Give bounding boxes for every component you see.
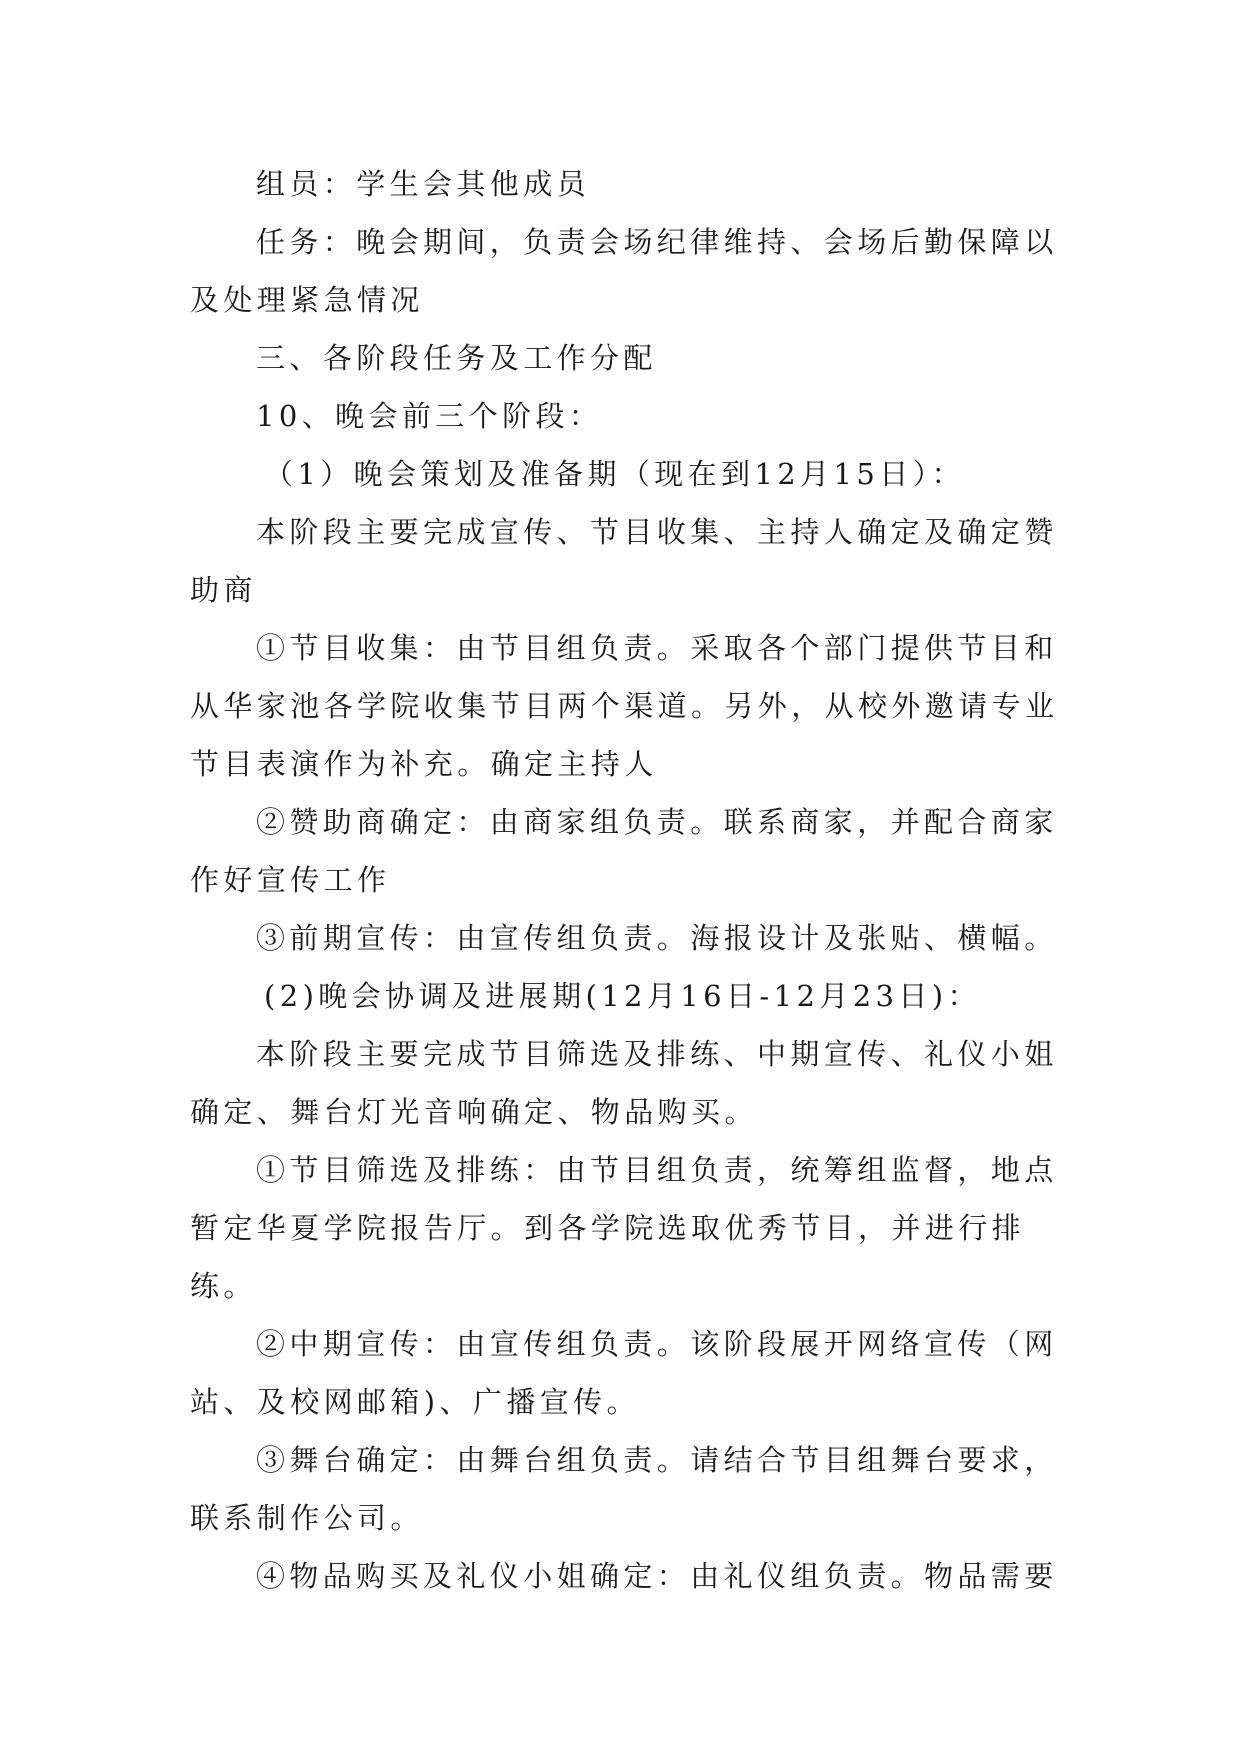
document-body bbox=[190, 155, 1070, 1605]
paragraph-task: 任务：晚会期间，负责会场纪律维持、会场后勤保障以及处理紧急情况 bbox=[190, 225, 1058, 317]
paragraph-pre-show-stages: 10、晚会前三个阶段： bbox=[256, 399, 603, 433]
paragraph-planning-summary: 本阶段主要完成宣传、节目收集、主持人确定及确定赞助商 bbox=[190, 515, 1058, 607]
paragraph-mid-publicity: ②中期宣传：由宣传组负责。该阶段展开网络宣传（网站、及校网邮箱)、广播宣传。 bbox=[190, 1327, 1058, 1419]
paragraph-purchase-etiquette: ④物品购买及礼仪小姐确定：由礼仪组负责。物品需要 bbox=[256, 1559, 1058, 1593]
subheading-coordination-period: (2)晚会协调及进展期(12月16日-12月23日)： bbox=[264, 979, 981, 1013]
paragraph-program-rehearsal: ①节目筛选及排练：由节目组负责，统筹组监督，地点暂定华夏学院报告厅。到各学院选取优秀节目，并进行排练。 bbox=[190, 1153, 1058, 1303]
subheading-planning-period: （1）晚会策划及准备期（现在到12月15日）： bbox=[264, 457, 965, 491]
section-heading-stages: 三、各阶段任务及工作分配 bbox=[256, 341, 657, 375]
paragraph-stage: ③舞台确定：由舞台组负责。请结合节目组舞台要求，联系制作公司。 bbox=[190, 1443, 1058, 1535]
paragraph-sponsor: ②赞助商确定：由商家组负责。联系商家，并配合商家作好宣传工作 bbox=[190, 805, 1058, 897]
paragraph-members: 组员：学生会其他成员 bbox=[256, 167, 591, 201]
paragraph-early-publicity: ③前期宣传：由宣传组负责。海报设计及张贴、横幅。 bbox=[256, 921, 1058, 955]
paragraph-coordination-summary: 本阶段主要完成节目筛选及排练、中期宣传、礼仪小姐确定、舞台灯光音响确定、物品购买。 bbox=[190, 1037, 1058, 1129]
paragraph-program-collection: ①节目收集：由节目组负责。采取各个部门提供节目和从华家池各学院收集节目两个渠道。另外，从校外邀请专业节目表演作为补充。确定主持人 bbox=[190, 631, 1059, 781]
